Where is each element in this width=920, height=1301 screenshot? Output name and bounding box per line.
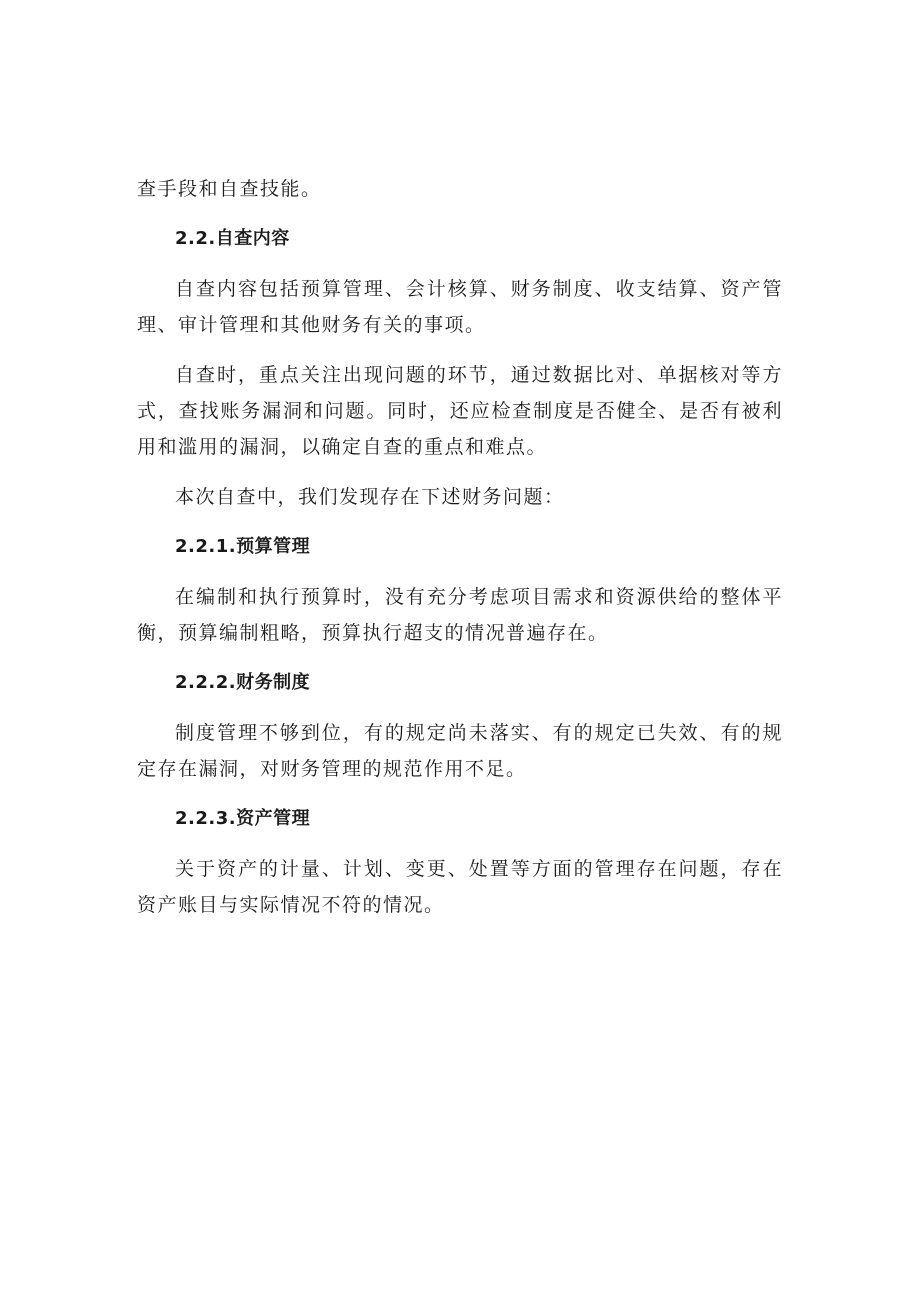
paragraph-finance-system: 制度管理不够到位，有的规定尚未落实、有的规定已失效、有的规定存在漏洞，对财务管理的规范作用不足。 bbox=[137, 722, 783, 780]
subsection-heading-asset: 2.2.3.资产管理 bbox=[175, 808, 311, 829]
subsection-heading-finance-system: 2.2.2.财务制度 bbox=[175, 672, 311, 693]
paragraph-asset: 关于资产的计量、计划、变更、处置等方面的管理存在问题，存在资产账目与实际情况不符的情况。 bbox=[137, 858, 783, 916]
document-body bbox=[137, 171, 783, 937]
section-heading-self-check-content: 2.2.自查内容 bbox=[175, 228, 290, 249]
paragraph-focus: 自查时，重点关注出现问题的环节，通过数据比对、单据核对等方式，查找账务漏洞和问题。同时，还应检查制度是否健全、是否有被利用和滥用的漏洞，以确定自查的重点和难点。 bbox=[137, 364, 783, 458]
subsection-heading-budget: 2.2.1.预算管理 bbox=[175, 536, 311, 557]
paragraph-scope: 自查内容包括预算管理、会计核算、财务制度、收支结算、资产管理、审计管理和其他财务有关的事项。 bbox=[137, 278, 783, 336]
paragraph-budget: 在编制和执行预算时，没有充分考虑项目需求和资源供给的整体平衡，预算编制粗略，预算执行超支的情况普遍存在。 bbox=[137, 586, 783, 644]
paragraph-continuation: 查手段和自查技能。 bbox=[137, 178, 322, 200]
paragraph-findings-intro: 本次自查中，我们发现存在下述财务问题： bbox=[175, 486, 565, 508]
